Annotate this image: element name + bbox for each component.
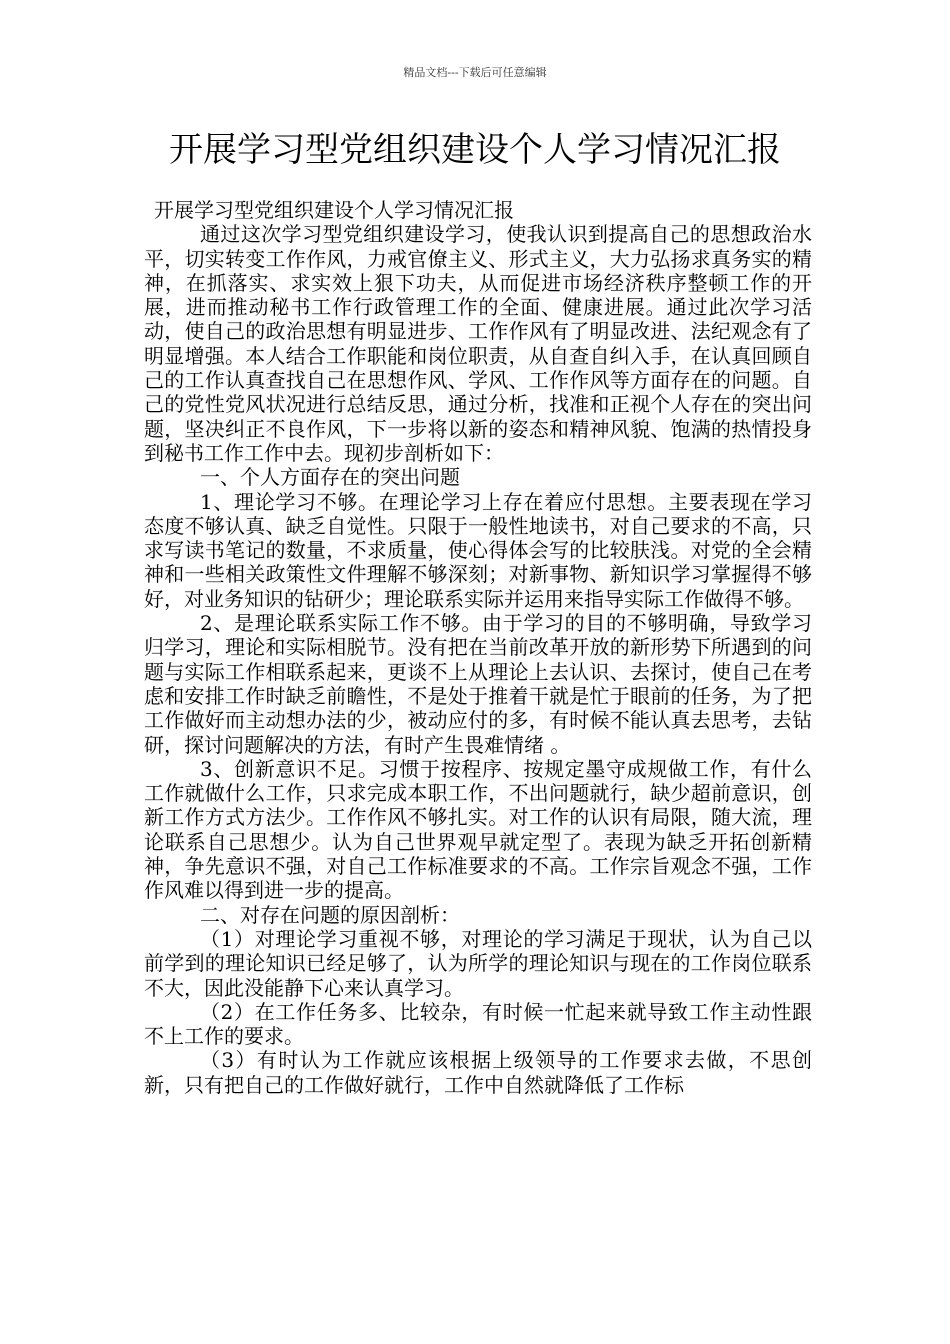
paragraph-problem-3: 3、创新意识不足。习惯于按程序、按规定墨守成规做工作，有什么工作就做什么工作，只求完成本职工作，不出问题就行，缺少超前意识，创新工作方式方法少。工作作风不够扎实。对工作的认识有局限，随大流，理论联系自己思想少。认为自己世界观早就定型了。表现为缺乏开拓创新精神，争先意识不强，对自己工作标准要求的不高。工作宗旨观念不强，工作作风难以得到进一步的提高。 xyxy=(144,756,812,903)
paragraph-problem-1: 1、理论学习不够。在理论学习上存在着应付思想。主要表现在学习态度不够认真、缺乏自觉性。只限于一般性地读书，对自己要求的不高，只求写读书笔记的数量，不求质量，使心得体会写的比较肤浅。对党的全会精神和一些相关政策性文件理解不够深刻；对新事物、新知识学习掌握得不够好，对业务知识的钻研少；理论联系实际并运用来指导实际工作做得不够。 xyxy=(144,489,812,611)
document-title: 开展学习型党组织建设个人学习情况汇报 xyxy=(169,130,781,170)
section-heading-problems: 一、个人方面存在的突出问题 xyxy=(200,465,460,490)
paragraph-intro: 通过这次学习型党组织建设学习，使我认识到提高自己的思想政治水平，切实转变工作作风，力戒官僚主义、形式主义，大力弘扬求真务实的精神，在抓落实、求实效上狠下功夫，从而促进市场经济秩序整顿工作的开展，进而推动秘书工作行政管理工作的全面、健康进展。通过此次学习活动，使自己的政治思想有明显进步、工作作风有了明显改进、法纪观念有了明显增强。本人结合工作职能和岗位职责，从自查自纠入手，在认真回顾自己的工作认真查找自己在思想作风、学风、工作作风等方面存在的问题。自己的党性党风状况进行总结反思，通过分析，找准和正视个人存在的突出问题，坚决纠正不良作风，下一步将以新的姿态和精神风貌、饱满的热情投身到秘书工作工作中去。现初步剖析如下： xyxy=(144,222,812,465)
paragraph-cause-1: （1）对理论学习重视不够，对理论的学习满足于现状，认为自己以前学到的理论知识已经足够了，认为所学的理论知识与现在的工作岗位联系不大，因此没能静下心来认真学习。 xyxy=(144,926,812,1000)
paragraph-cause-2: （2）在工作任务多、比较杂，有时候一忙起来就导致工作主动性跟不上工作的要求。 xyxy=(144,999,812,1049)
document-subtitle: 开展学习型党组织建设个人学习情况汇报 xyxy=(154,198,514,222)
section-heading-causes: 二、对存在问题的原因剖析： xyxy=(200,902,460,927)
paragraph-cause-3: （3）有时认为工作就应该根据上级领导的工作要求去做，不思创新，只有把自己的工作做好就行，工作中自然就降低了工作标 xyxy=(144,1048,812,1097)
document-body xyxy=(144,198,812,1097)
paragraph-problem-2: 2、是理论联系实际工作不够。由于学习的目的不够明确，导致学习归学习，理论和实际相脱节。没有把在当前改革开放的新形势下所遇到的问题与实际工作相联系起来，更谈不上从理论上去认识、去探讨，使自己在考虑和安排工作时缺乏前瞻性，不是处于推着干就是忙于眼前的任务，为了把工作做好而主动想办法的少，被动应付的多，有时候不能认真去思考，去钻研，探讨问题解决的方法，有时产生畏难情绪 。 xyxy=(144,611,812,757)
page-header-note: 精品文档---下载后可任意编辑 xyxy=(403,66,547,79)
